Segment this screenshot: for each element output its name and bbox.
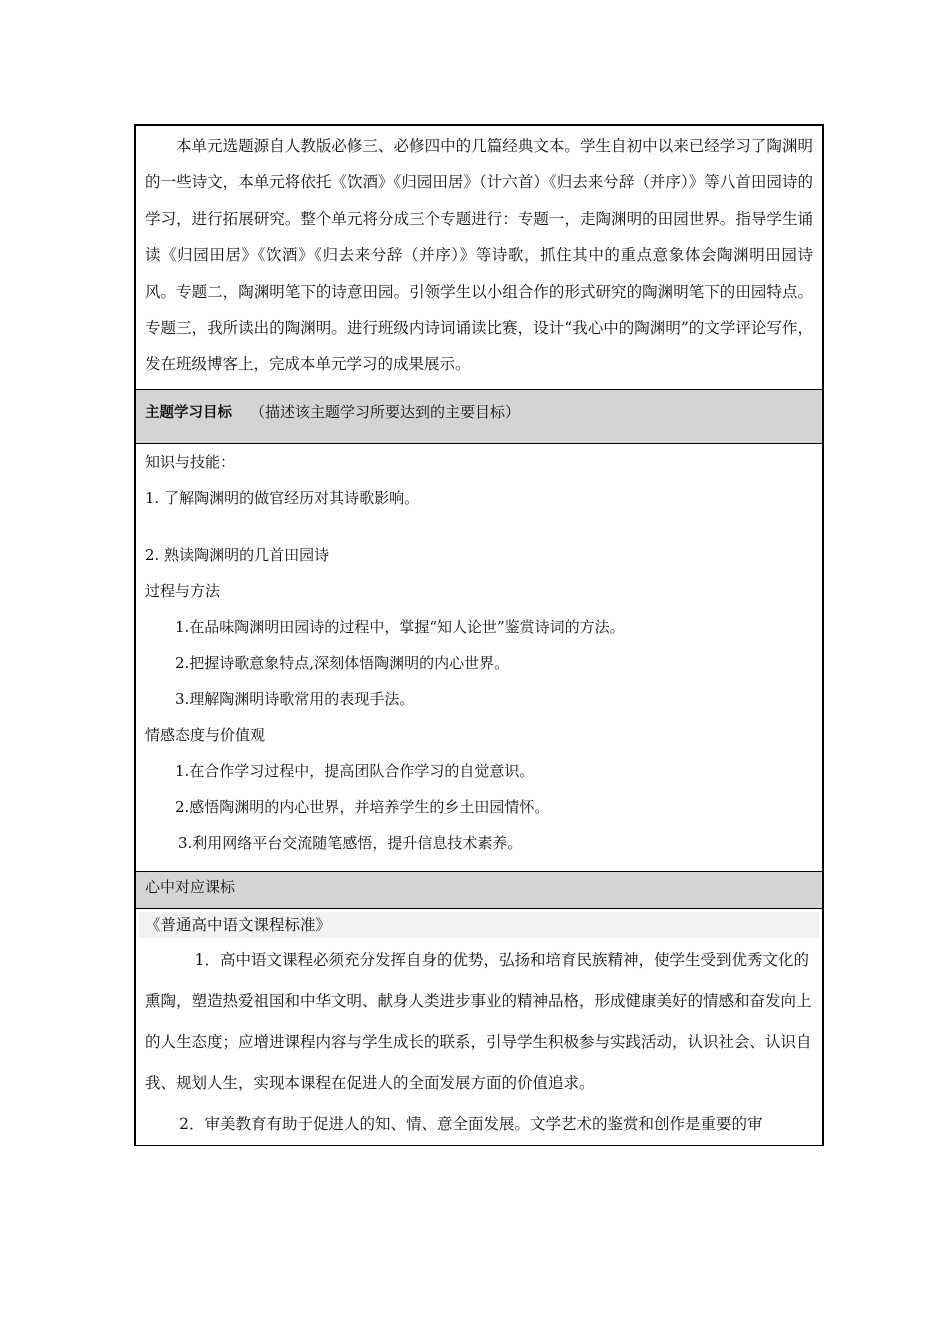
emotion-item-3: 3.利用网络平台交流随笔感悟，提升信息技术素养。 [178, 833, 523, 852]
standards-header-row [136, 871, 822, 909]
unit-intro-cell [136, 126, 822, 390]
emotion-item-1: 1.在合作学习过程中，提高团队合作学习的自觉意识。 [175, 761, 535, 780]
knowledge-title: 知识与技能： [145, 452, 236, 471]
goals-header-note: （描述该主题学习所要达到的主要目标） [250, 402, 521, 421]
process-title: 过程与方法 [145, 581, 221, 600]
goals-cell [136, 444, 822, 871]
emotion-title: 情感态度与价值观 [145, 725, 266, 744]
knowledge-item-1: 1. 了解陶渊明的做官经历对其诗歌影响。 [145, 488, 420, 507]
standards-item-2: 2．审美教育有助于促进人的知、情、意全面发展。文学艺术的鉴赏和创作是重要的审 [179, 1114, 763, 1133]
unit-design-table [134, 124, 824, 1146]
process-item-2: 2.把握诗歌意象特点,深刻体悟陶渊明的内心世界。 [175, 653, 510, 672]
standards-cell [136, 909, 822, 1146]
process-item-1: 1.在品味陶渊明田园诗的过程中，掌握“知人论世”鉴赏诗词的方法。 [175, 617, 625, 636]
goals-header-title: 主题学习目标 [145, 404, 232, 421]
knowledge-item-2: 2. 熟读陶渊明的几首田园诗 [145, 545, 330, 564]
standards-doc-title: 《普通高中语文课程标准》 [139, 912, 819, 938]
emotion-item-2: 2.感悟陶渊明的内心世界，并培养学生的乡土田园情怀。 [175, 797, 550, 816]
standards-item-1: 1．高中语文课程必须充分发挥自身的优势，弘扬和培育民族精神，使学生受到优秀文化的熏陶，塑造热爱祖国和中华文明、献身人类进步事业的精神品格，形成健康美好的情感和奋发向上的人生态度；应增进课程内容与学生成长的联系，引导学生积极参与实践活动，认识社会、认识自我、规划人生，实现本课程在促进人的全面发展方面的价值追求。 [145, 950, 812, 1092]
standards-body [136, 938, 822, 1145]
process-item-3: 3.理解陶渊明诗歌常用的表现手法。 [175, 689, 415, 708]
standards-header-title: 心中对应课标 [145, 877, 236, 896]
goals-header-row [136, 390, 822, 444]
unit-intro-text: 本单元选题源自人教版必修三、必修四中的几篇经典文本。学生自初中以来已经学习了陶渊明的一些诗文，本单元将依托《饮酒》《归园田居》（计六首）《归去来兮辞（并序）》等八首田园诗的学习，进行拓展研究。整个单元将分成三个专题进行：专题一，走陶渊明的田园世界。指导学生诵读《归园田居》《饮酒》《归去来兮辞（并序）》等诗歌，抓住其中的重点意象体会陶渊明田园诗风。专题二，陶渊明笔下的诗意田园。引领学生以小组合作的形式研究的陶渊明笔下的田园特点。专题三，我所读出的陶渊明。进行班级内诗词诵读比赛，设计“我心中的陶渊明”的文学评论写作，发在班级博客上，完成本单元学习的成果展示。 [145, 137, 813, 374]
